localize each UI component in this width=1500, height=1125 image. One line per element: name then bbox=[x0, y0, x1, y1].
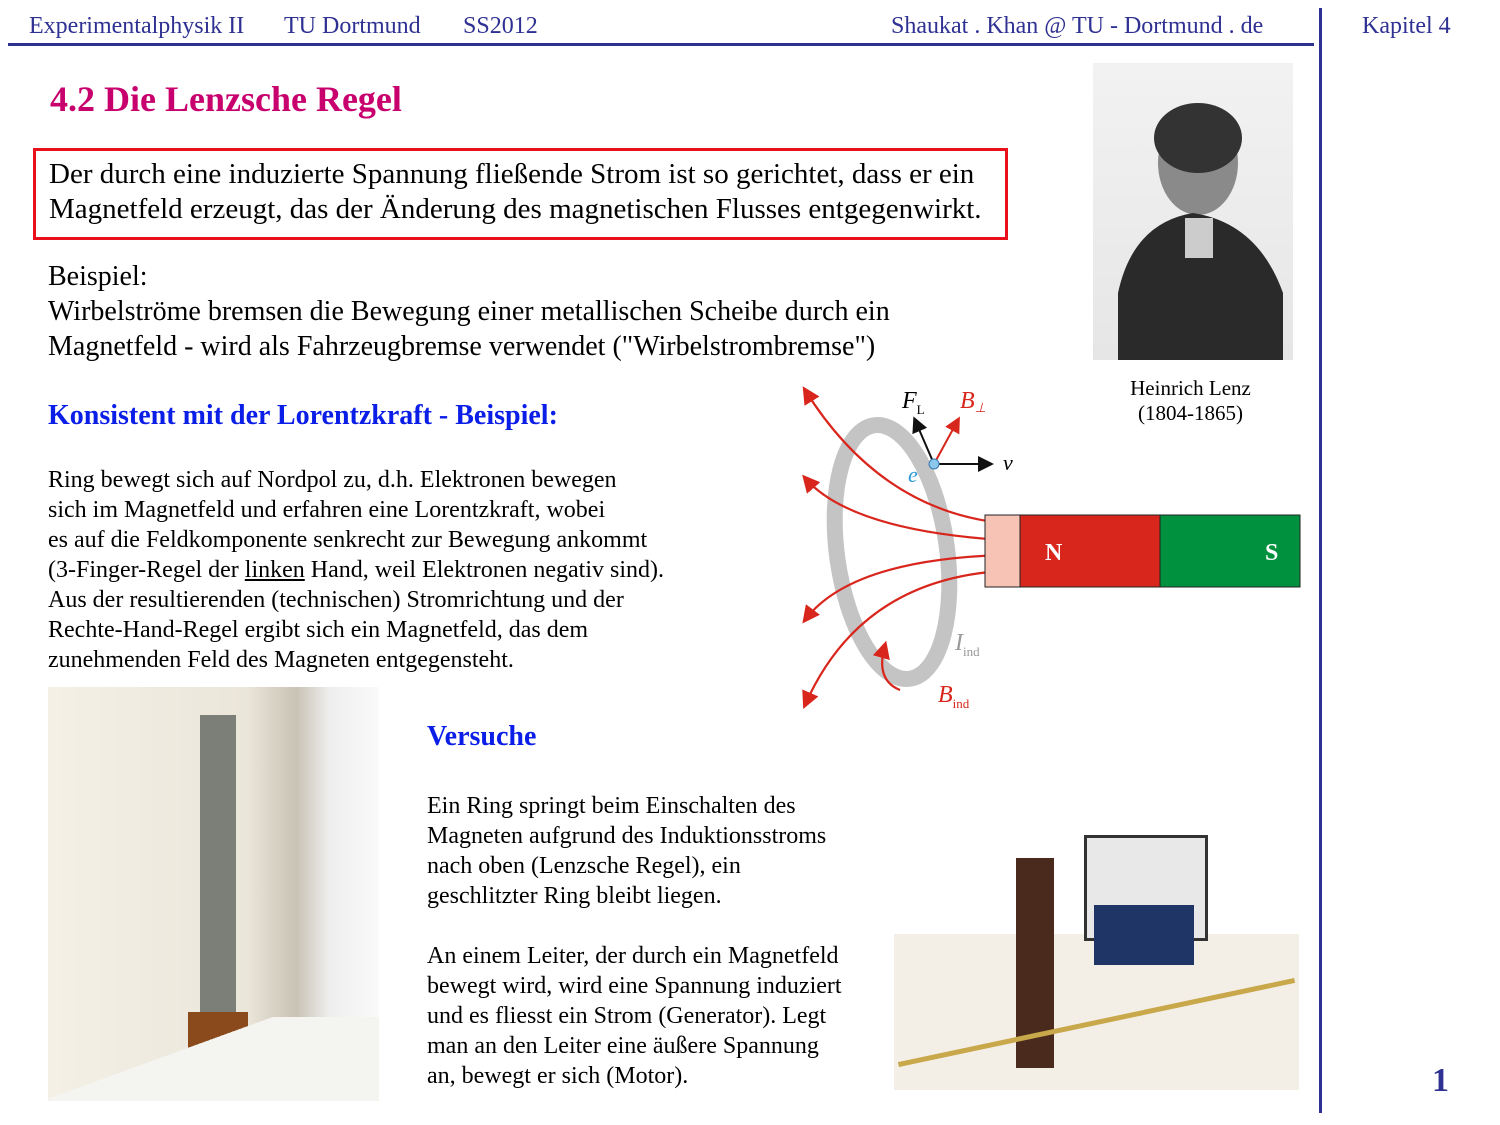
versuche-heading: Versuche bbox=[427, 721, 537, 752]
text-line: sich im Magnetfeld und erfahren eine Lorentzkraft, wobei bbox=[48, 497, 606, 523]
example-label: Beispiel: bbox=[48, 261, 148, 292]
text-line: bewegt wird, wird eine Spannung induziert bbox=[427, 973, 842, 999]
electron bbox=[929, 459, 939, 469]
page-number: 1 bbox=[1432, 1062, 1449, 1099]
text-line: Ring bewegt sich auf Nordpol zu, d.h. Elektronen bewegen bbox=[48, 467, 617, 493]
portrait-years: (1804-1865) bbox=[1138, 401, 1243, 425]
header-divider bbox=[8, 43, 1314, 46]
versuche-text-1 bbox=[427, 791, 826, 911]
text-line: Magneten aufgrund des Induktionsstroms bbox=[427, 823, 827, 849]
text-line bbox=[48, 555, 664, 585]
photo-table bbox=[48, 1017, 379, 1101]
text-line: an, bewegt er sich (Motor). bbox=[427, 1063, 689, 1089]
bperp-label: B⊥ bbox=[960, 388, 986, 415]
rule-line: Magnetfeld erzeugt, das der Änderung des magnetischen Flusses entgegenwirkt. bbox=[49, 193, 982, 225]
lorentz-diagram bbox=[790, 380, 1310, 720]
text-line: und es fliesst ein Strom (Generator). Legt bbox=[427, 1003, 827, 1029]
text-line: Rechte-Hand-Regel ergibt sich ein Magnetfeld, das dem bbox=[48, 617, 589, 643]
text-line: man an den Leiter eine äußere Spannung bbox=[427, 1033, 819, 1059]
photo-rail bbox=[898, 978, 1295, 1067]
lenz-portrait bbox=[1093, 63, 1293, 360]
photo-meter-base bbox=[1094, 905, 1194, 965]
side-divider bbox=[1319, 8, 1322, 1113]
text-line: An einem Leiter, der durch ein Magnetfeld bbox=[427, 943, 839, 969]
text-span: (3-Finger-Regel der bbox=[48, 557, 245, 583]
text-line: zunehmenden Feld des Magneten entgegensteht. bbox=[48, 647, 514, 673]
text-line: geschlitzter Ring bleibt liegen. bbox=[427, 883, 722, 909]
magnet-north bbox=[1020, 515, 1160, 587]
text-line: es auf die Feldkomponente senkrecht zur Bewegung ankommt bbox=[48, 527, 648, 553]
header-semester: SS2012 bbox=[463, 13, 538, 39]
magnet-south bbox=[1160, 515, 1300, 587]
lorentz-heading: Konsistent mit der Lorentzkraft - Beispiel: bbox=[48, 400, 558, 431]
ring-experiment-photo bbox=[48, 687, 379, 1101]
header-chapter: Kapitel 4 bbox=[1362, 13, 1451, 39]
text-line: nach oben (Lenzsche Regel), ein bbox=[427, 853, 741, 879]
example-line: Wirbelströme bremsen die Bewegung einer metallischen Scheibe durch ein bbox=[48, 296, 890, 327]
versuche-text-2 bbox=[427, 941, 842, 1091]
header-author: Shaukat . Khan @ TU - Dortmund . de bbox=[891, 13, 1264, 39]
portrait-drawing bbox=[1093, 63, 1293, 360]
force-label: $F_L$ bbox=[902, 388, 925, 417]
text-line: Aus der resultierenden (technischen) Stromrichtung und der bbox=[48, 587, 624, 613]
example-text bbox=[48, 259, 890, 364]
south-label: S bbox=[1265, 540, 1279, 566]
north-label: N bbox=[1045, 540, 1063, 566]
example-line: Magnetfeld - wird als Fahrzeugbremse verwendet ("Wirbelstrombremse") bbox=[48, 331, 876, 362]
electron-label: e bbox=[908, 462, 918, 487]
bperp-arrow bbox=[934, 420, 958, 464]
lenz-rule-box bbox=[33, 148, 1008, 240]
current-label: $I_{ind}$ bbox=[955, 630, 980, 659]
header-course: Experimentalphysik II bbox=[29, 13, 245, 39]
rule-line: Der durch eine induzierte Spannung fließende Strom ist so gerichtet, dass er ein bbox=[49, 158, 975, 190]
bind-label: $B_{ind}$ bbox=[938, 682, 970, 711]
photo-core-rod bbox=[200, 715, 236, 1045]
text-line: Ein Ring springt beim Einschalten des bbox=[427, 793, 796, 819]
slide-title: 4.2 Die Lenzsche Regel bbox=[50, 79, 402, 119]
velocity-label: v bbox=[1003, 450, 1013, 475]
underlined-word: linken bbox=[244, 557, 305, 583]
text-span: Hand, weil Elektronen negativ sind). bbox=[304, 557, 665, 583]
header-university: TU Dortmund bbox=[284, 13, 421, 39]
generator-experiment-photo bbox=[894, 830, 1299, 1090]
lorentz-text bbox=[48, 465, 664, 675]
magnet-tip bbox=[985, 515, 1020, 587]
portrait-name: Heinrich Lenz bbox=[1130, 376, 1251, 400]
